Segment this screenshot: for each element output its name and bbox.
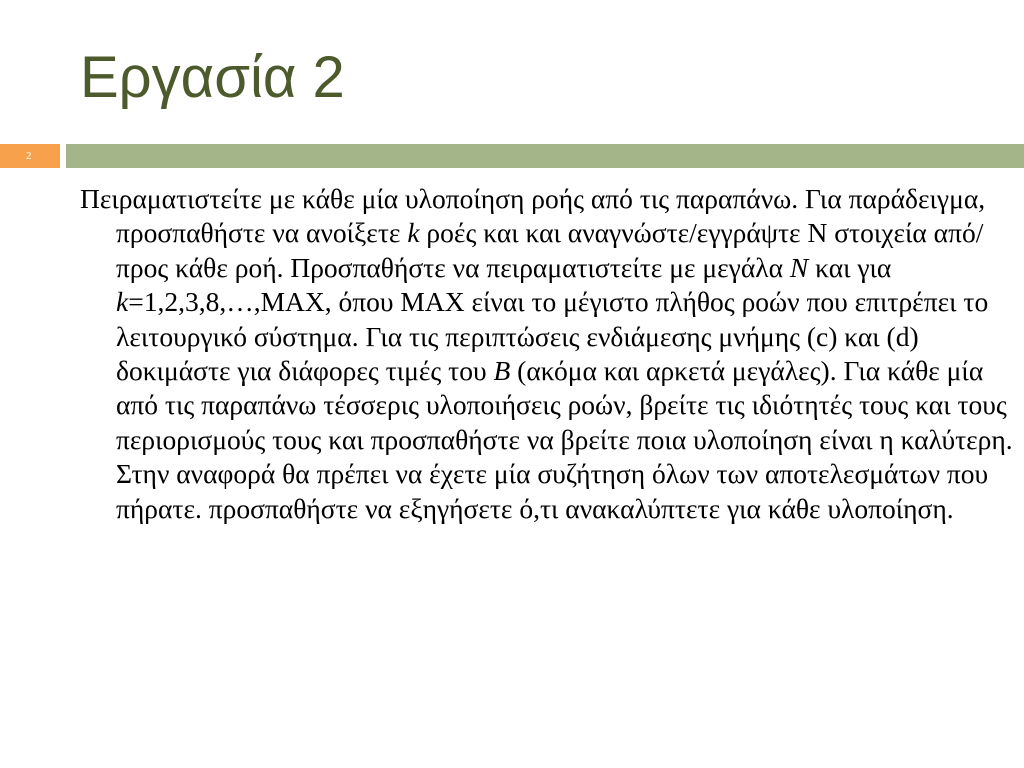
variable-N: N <box>789 251 809 283</box>
slide-number-badge: 2 <box>0 144 60 168</box>
slide-title: Εργασία 2 <box>80 45 345 110</box>
title-divider-band <box>66 144 1024 168</box>
body-text-part-1: Πειραματιστείτε με κάθε μία υλοποίηση ροής από τις παραπάνω. Για παράδειγμα, προσπαθήστε να ανοίξετε <box>80 183 986 249</box>
slide-body-paragraph <box>80 182 1016 526</box>
variable-B: B <box>493 355 511 387</box>
body-text-part-3: και για <box>808 251 892 283</box>
body-text-part-2: ροές και και αναγνώστε/εγγράψτε N στοιχεία από/προς κάθε ροή. Προσπαθήστε να πειραματιστείτε με μεγάλα <box>116 217 984 283</box>
variable-k-2: k <box>116 286 129 318</box>
body-text-part-5: (ακόμα και αρκετά μεγάλες). Για κάθε μία από τις παραπάνω τέσσερις υλοποιήσεις ροών, βρείτε τις ιδιότητές τους και τους περιορισμούς τους και προσπαθήστε να βρείτε ποια υλοποίηση είναι η καλύτερη. Στην αναφορά θα πρέπει να έχετε μία συζήτηση όλων των αποτελεσμάτων που πήρατε. προσπαθήστε να εξηγήσετε ό,τι ανακαλύπτετε για κάθε υλοποίηση. <box>116 355 1013 524</box>
body-text-part-4: =1,2,3,8,…,MAX, όπου MAX είναι το μέγιστο πλήθος ροών που επιτρέπει το λειτουργικό σύστημα. Για τις περιπτώσεις ενδιάμεσης μνήμης (c) και (d) δοκιμάστε για διάφορες τιμές του <box>116 286 989 387</box>
variable-k: k <box>407 217 420 249</box>
